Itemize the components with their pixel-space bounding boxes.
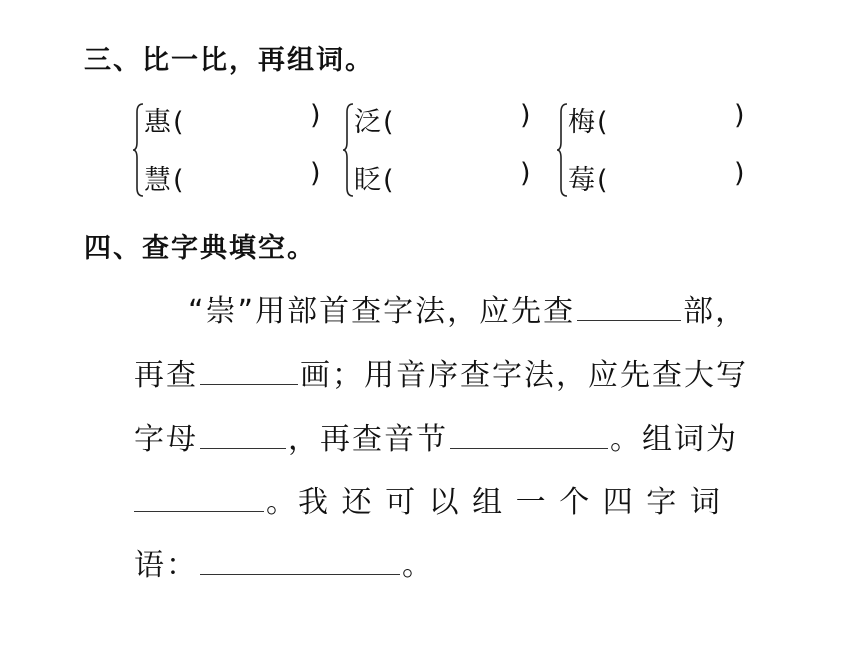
answer-close-paren: )	[734, 100, 745, 131]
fill-line-1	[188, 286, 747, 330]
compare-group-2	[342, 96, 542, 202]
answer-blank-letter[interactable]	[200, 447, 286, 449]
answer-open-paren[interactable]: (	[383, 165, 394, 196]
answer-close-paren: )	[520, 100, 531, 131]
section-4-heading: 四、查字典填空。	[84, 233, 316, 264]
character: 眨	[354, 165, 381, 196]
section-3-heading: 三、比一比，再组词。	[84, 45, 374, 76]
answer-open-paren[interactable]: (	[173, 107, 184, 138]
compare-row-top	[568, 100, 745, 139]
character: 梅	[568, 107, 595, 138]
answer-open-paren[interactable]: (	[383, 107, 394, 138]
line-text: “崇”用部首查字法，应先查	[188, 294, 576, 329]
fill-line-5	[134, 540, 434, 584]
answer-blank-strokes[interactable]	[200, 383, 298, 385]
line-text: 。	[402, 548, 434, 583]
compare-group-3	[556, 96, 756, 202]
answer-open-paren[interactable]: (	[597, 107, 608, 138]
answer-close-paren: )	[310, 100, 321, 131]
answer-open-paren[interactable]: (	[597, 165, 608, 196]
compare-row-bottom	[354, 158, 531, 197]
answer-close-paren: )	[310, 158, 321, 189]
compare-row-bottom	[144, 158, 321, 197]
line-text: 字母	[134, 422, 198, 457]
brace-icon	[132, 102, 144, 198]
line-text: 部，	[683, 294, 748, 329]
answer-close-paren: )	[734, 158, 745, 189]
character: 泛	[354, 107, 381, 138]
fill-line-3	[134, 414, 738, 458]
line-text: 。我 还 可 以 组 一 个 四 字 词	[266, 485, 722, 520]
line-text: 画；用音序查字法，应先查大写	[300, 358, 748, 393]
character: 惠	[144, 107, 171, 138]
answer-blank-word[interactable]	[134, 510, 264, 512]
line-text: ，再查音节	[288, 422, 448, 457]
character: 莓	[568, 165, 595, 196]
brace-icon	[556, 102, 568, 198]
answer-blank-idiom[interactable]	[200, 573, 400, 575]
brace-icon	[342, 102, 354, 198]
line-text: 语：	[134, 548, 198, 583]
answer-blank-syllable[interactable]	[450, 447, 608, 449]
compare-group-1	[132, 96, 332, 202]
compare-row-bottom	[568, 158, 745, 197]
character: 慧	[144, 165, 171, 196]
compare-row-top	[144, 100, 321, 139]
answer-close-paren: )	[520, 158, 531, 189]
fill-line-2	[134, 350, 748, 394]
line-text: 。组词为	[610, 422, 738, 457]
answer-open-paren[interactable]: (	[173, 165, 184, 196]
fill-line-4	[134, 477, 722, 521]
line-text: 再查	[134, 358, 198, 393]
answer-blank-radical[interactable]	[577, 319, 681, 321]
compare-row-top	[354, 100, 531, 139]
